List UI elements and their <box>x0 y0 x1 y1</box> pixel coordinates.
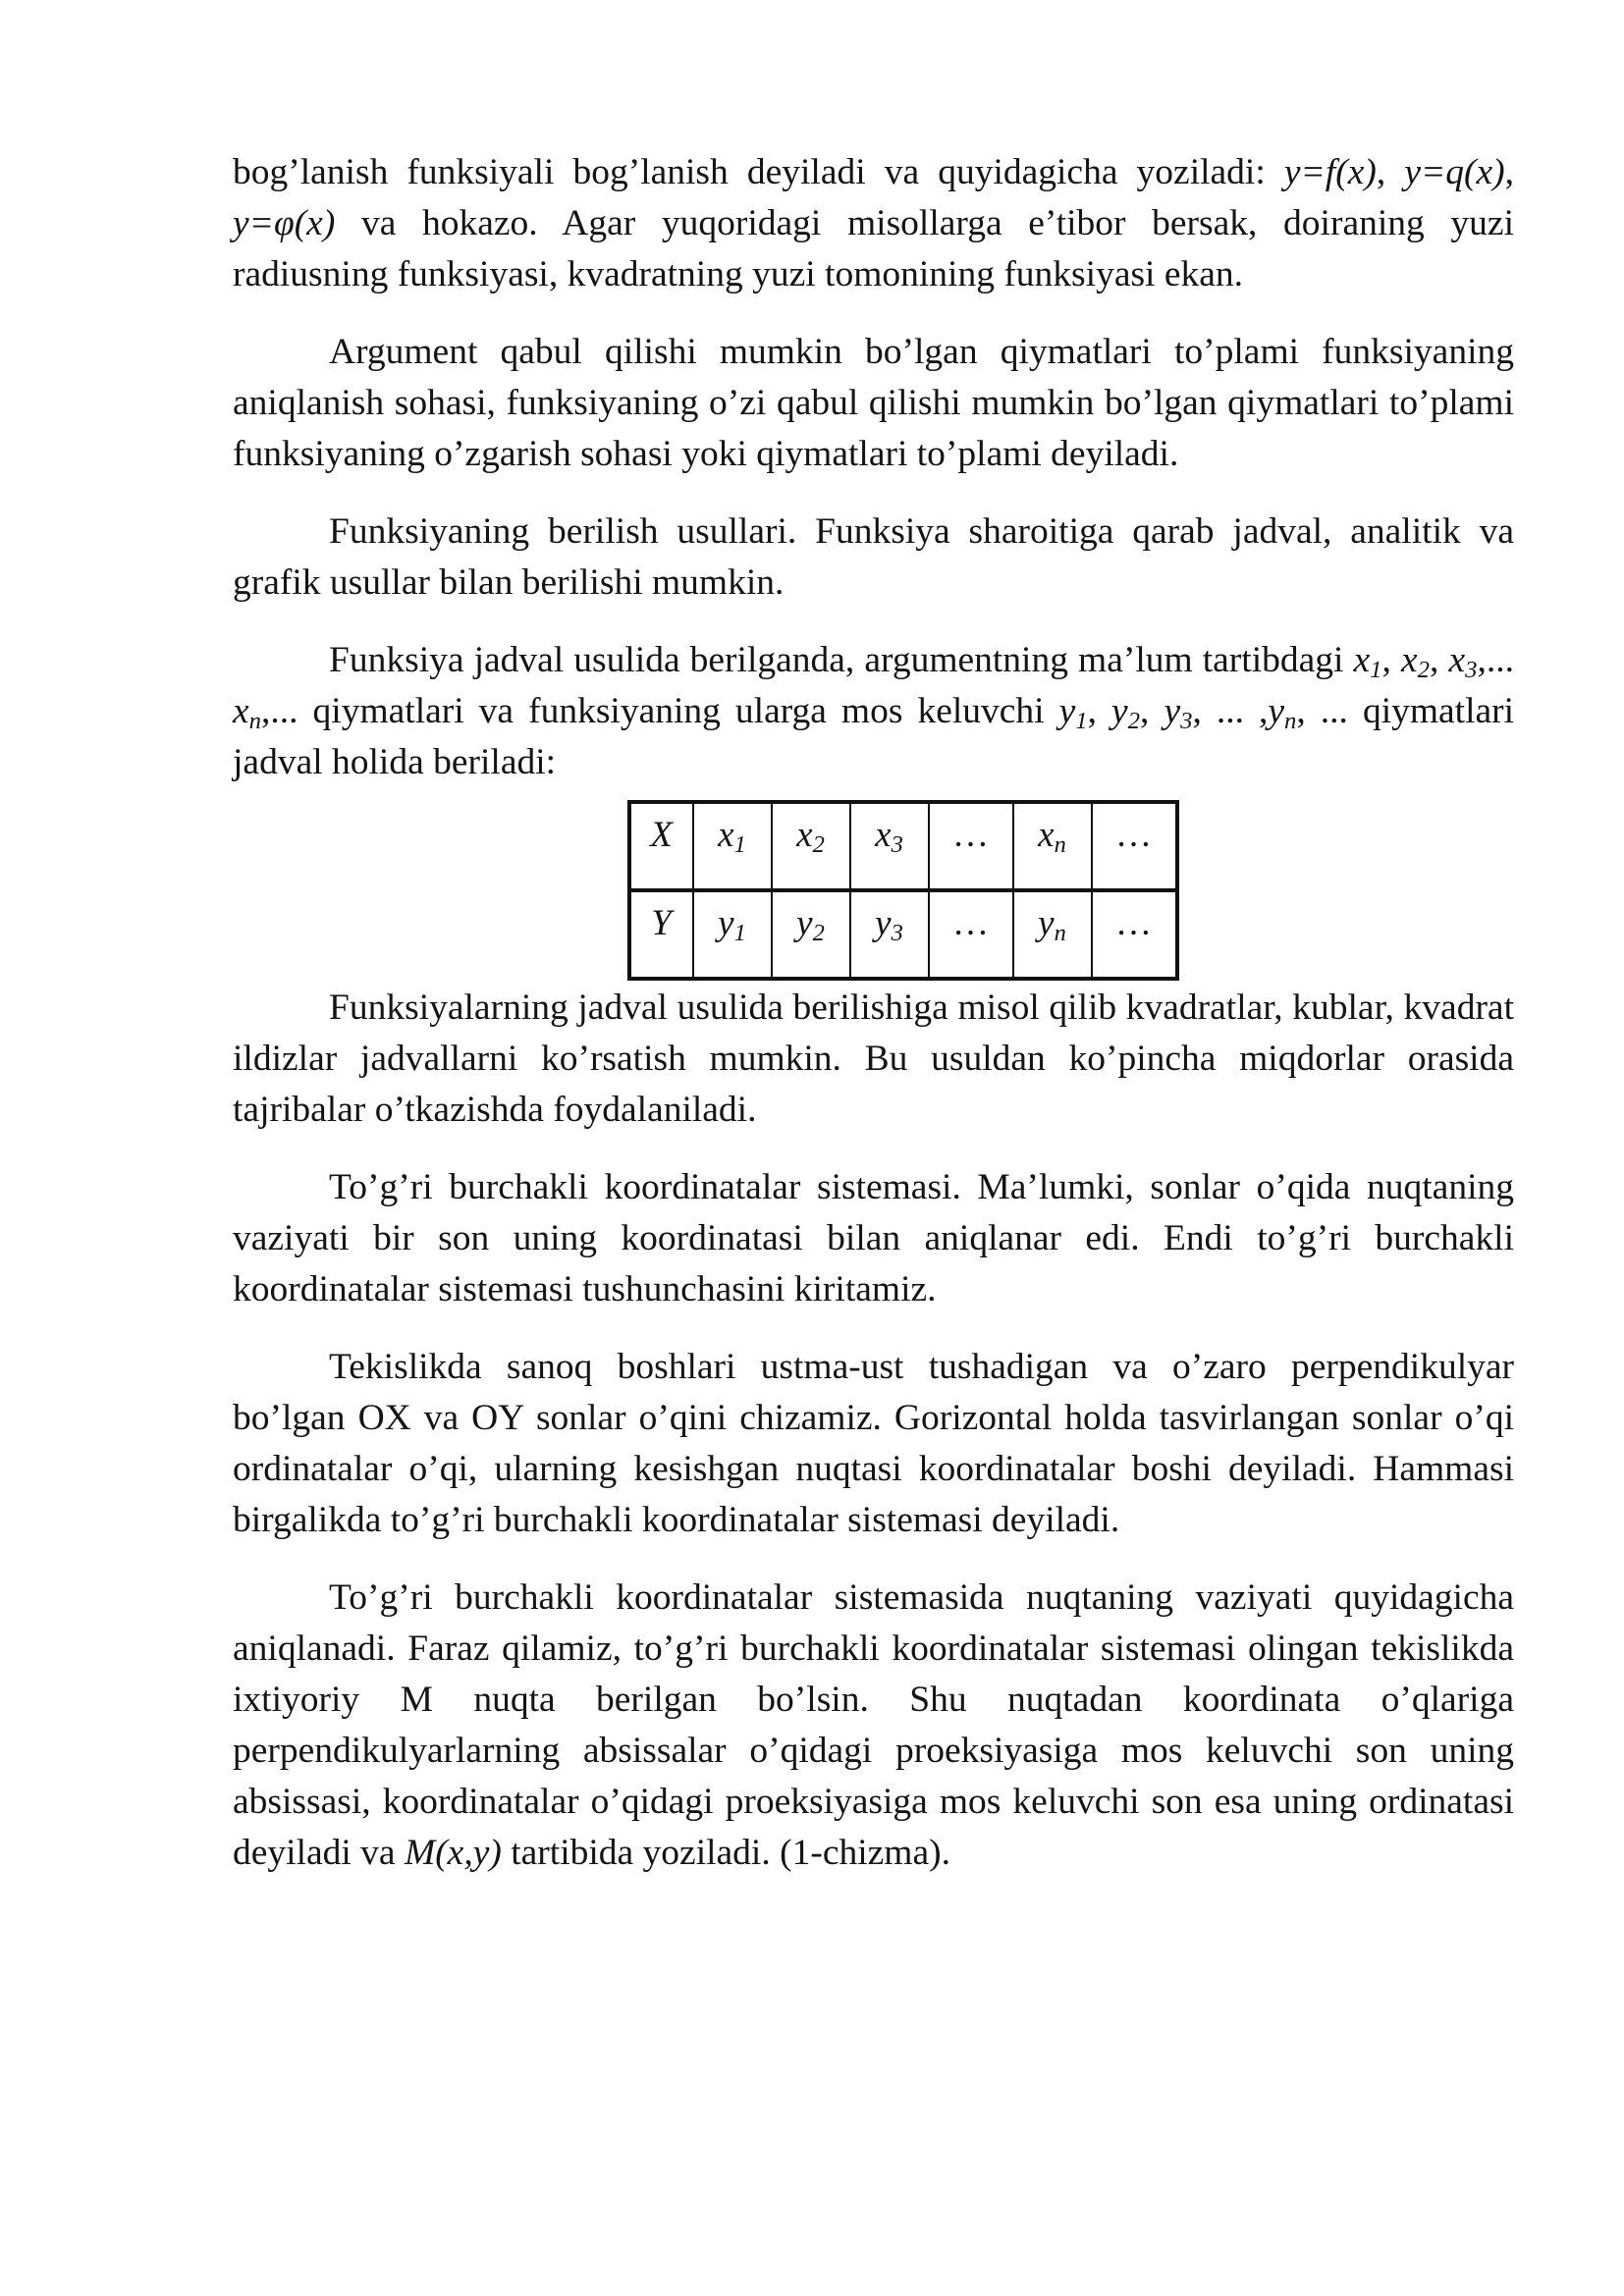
table-cell: $y_3$ <box>850 890 929 979</box>
table-cell-ellipsis: … <box>1092 802 1177 890</box>
text: , <box>1381 640 1401 680</box>
formula-phi: y=φ(x) <box>233 203 336 243</box>
formula-x2: $x_2$ <box>1401 640 1431 684</box>
text: , <box>1140 691 1164 731</box>
formula-y3: $y_3$ <box>1164 691 1193 735</box>
text: , ... , <box>1192 691 1269 731</box>
table-cell: $y_2$ <box>772 890 850 979</box>
text: bog’lanish funksiyali bog’lanish deyiladi va quyidagicha yoziladi: <box>233 152 1284 192</box>
table-cell: $x_n$ <box>1013 802 1092 890</box>
text: tartibida yoziladi. (1-chizma). <box>501 1833 950 1873</box>
formula-x3: $x_3$ <box>1448 640 1478 684</box>
formula-f: y=f(x) <box>1283 152 1377 192</box>
paragraph-table-method <box>233 635 1514 788</box>
formula-y2: $y_2$ <box>1111 691 1141 735</box>
formula-y1: $y_1$ <box>1058 691 1088 735</box>
paragraph-domain-range: Argument qabul qilishi mumkin bo’lgan qiymatlari to’plami funksiyaning aniqlanish sohasi, funksiyaning o’zi qabul qilishi mumkin bo’lgan qiymatlari to’plami funksiyaning o’zgarish sohasi yoki qiymatlari to’plami deyiladi. <box>233 332 1514 474</box>
table-cell: $x_3$ <box>850 802 929 890</box>
paragraph-table-examples: Funksiyalarning jadval usulida berilishiga misol qilib kvadratlar, kublar, kvadrat ildizlar jadvallarni ko’rsatish mumkin. Bu usuldan ko’pincha miqdorlar orasida tajribalar o’tkazishda foydalaniladi. <box>233 988 1514 1130</box>
table-cell: $x_2$ <box>772 802 850 890</box>
table-cell-ellipsis: … <box>929 890 1013 979</box>
text: , <box>1087 691 1112 731</box>
formula-yn: $y_n$ <box>1268 691 1297 735</box>
text: qiymatlari va funksiyaning ularga mos keluvchi <box>312 691 1059 731</box>
paragraph-coordinate-system: To’g’ri burchakli koordinatalar sistemasi. Ma’lumki, sonlar o’qida nuqtaning vaziyati bir son uning koordinatasi bilan aniqlanar edi. Endi to’g’ri burchakli koordinatalar sistemasi tushunchasini kiritamiz. <box>233 1167 1514 1309</box>
formula-x1: $x_1$ <box>1353 640 1382 684</box>
text: , <box>1504 152 1515 192</box>
text: ,... <box>261 691 313 731</box>
text: va hokazo. Agar yuqoridagi misollarga e’tibor bersak, doiraning yuzi radiusning funksiyasi, kvadratning yuzi tomonining funksiyasi ekan. <box>233 203 1514 294</box>
paragraph-methods: Funksiyaning berilish usullari. Funksiya sharoitiga qarab jadval, analitik va grafik usullar bilan berilishi mumkin. <box>233 511 1514 603</box>
formula-q: y=q(x) <box>1404 152 1505 192</box>
text: , <box>1376 152 1405 192</box>
text: qiymatlari jadval holida beriladi: <box>233 691 1515 782</box>
paragraph-axes: Tekislikda sanoq boshlari ustma-ust tushadigan va o’zaro perpendikulyar bo’lgan OX va OY sonlar o’qini chizamiz. Gorizontal holda tasvirlangan sonlar o’qi ordinatalar o’qi, ularning kesishgan nuqtasi koordinatalar boshi deyiladi. Hammasi birgalikda to’g’ri burchakli koordinatalar sistemasi deyiladi. <box>233 1347 1514 1540</box>
table-cell-header: Y <box>629 890 693 979</box>
values-table-container <box>233 800 1514 981</box>
table-cell-header: X <box>629 802 693 890</box>
table-row-x <box>629 802 1177 890</box>
text: To’g’ri burchakli koordinatalar sistemasida nuqtaning vaziyati quyidagicha aniqlanadi. Faraz qilamiz, to’g’ri burchakli koordinatalar sistemasi olingan tekislikda ixtiyoriy M nuqta berilgan bo’lsin. Shu nuqtadan koordinata o’qlariga perpendikulyarlarning absissalar o’qidagi proeksiyasiga mos keluvchi son uning absissasi, koordinatalar o’qidagi proeksiyasiga mos keluvchi son esa uning ordinatasi deyiladi va <box>233 1577 1514 1873</box>
table-cell: $y_n$ <box>1013 890 1092 979</box>
table-row-y <box>629 890 1177 979</box>
formula-xn: $x_n$ <box>233 691 262 735</box>
document-page <box>233 147 1514 1905</box>
formula-mxy: M(x,y) <box>404 1833 502 1873</box>
paragraph-point-coordinates <box>233 1573 1514 1879</box>
text: , <box>1430 640 1449 680</box>
table-cell: $x_1$ <box>693 802 772 890</box>
text: Funksiya jadval usulida berilganda, argumentning ma’lum tartibdagi <box>329 640 1354 680</box>
text: ,... <box>1477 640 1515 680</box>
table-cell-ellipsis: … <box>1092 890 1177 979</box>
text: , ... <box>1296 691 1363 731</box>
values-table <box>627 800 1179 981</box>
table-cell: $y_1$ <box>693 890 772 979</box>
paragraph-functional-dependence <box>233 147 1514 300</box>
table-cell-ellipsis: … <box>929 802 1013 890</box>
